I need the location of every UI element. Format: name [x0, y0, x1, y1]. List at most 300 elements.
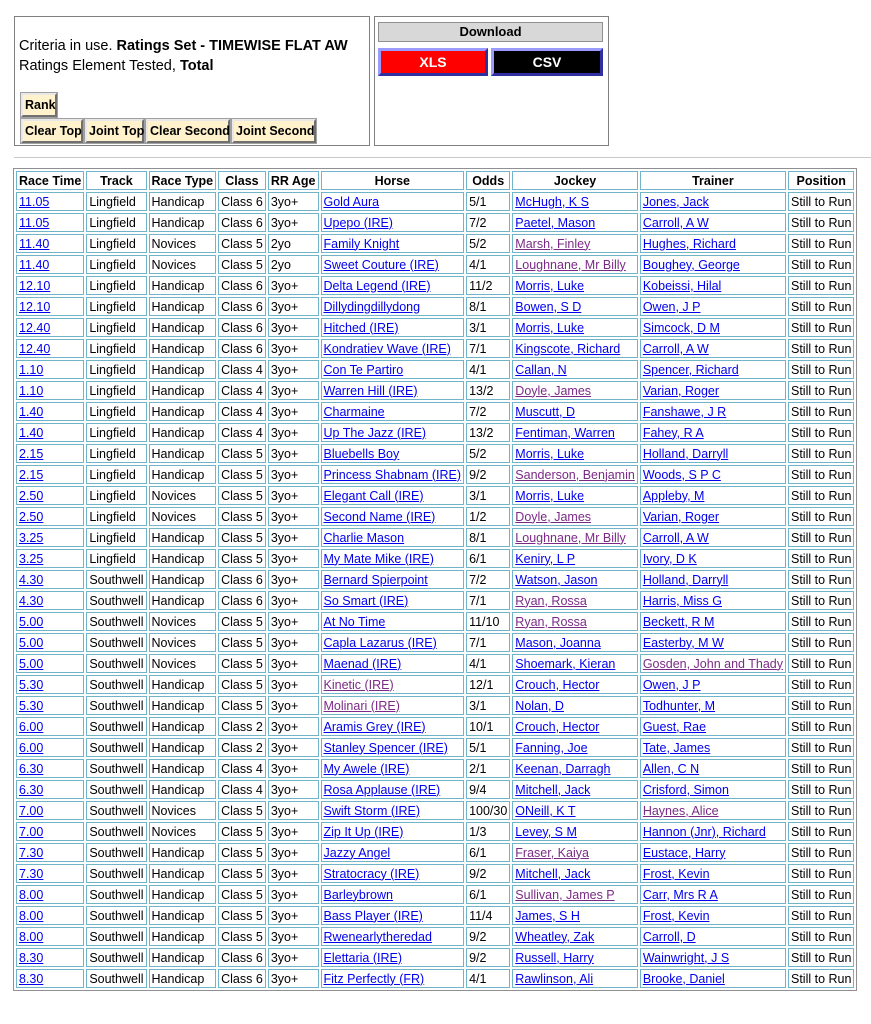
- race-time-link[interactable]: 8.00: [19, 929, 44, 944]
- trainer-cell: [640, 612, 786, 631]
- trainer-cell: [640, 402, 786, 421]
- header-position[interactable]: Position: [788, 171, 854, 190]
- ratings-set-value: Ratings Set - TIMEWISE FLAT AW: [116, 38, 348, 54]
- jockey-link[interactable]: Morris, Luke: [515, 446, 585, 461]
- jockey-link[interactable]: Mitchell, Jack: [515, 866, 591, 881]
- race-time-link[interactable]: 5.00: [19, 635, 44, 650]
- race-time-link[interactable]: 7.30: [19, 866, 44, 881]
- horse-link[interactable]: So Smart (IRE): [323, 593, 409, 608]
- horse-link[interactable]: Princess Shabnam (IRE): [323, 467, 462, 482]
- horse-link[interactable]: My Mate Mike (IRE): [323, 551, 434, 566]
- race-time-link[interactable]: 2.50: [19, 509, 44, 524]
- trainer-cell: [640, 444, 786, 463]
- jockey-link[interactable]: Keniry, L P: [515, 551, 576, 566]
- position-cell: Still to Run: [788, 969, 854, 988]
- jockey-link[interactable]: Mitchell, Jack: [515, 782, 591, 797]
- jockey-link[interactable]: Loughnane, Mr Billy: [515, 530, 626, 545]
- race-time-link[interactable]: 1.10: [19, 362, 44, 377]
- race-time-link[interactable]: 12.40: [19, 320, 51, 335]
- jockey-link[interactable]: Fentiman, Warren: [515, 425, 615, 440]
- joint-top-button[interactable]: Joint Top: [85, 119, 144, 143]
- track-cell: Lingfield: [86, 339, 146, 358]
- odds-cell: 9/4: [466, 780, 510, 799]
- horse-cell: [321, 885, 465, 904]
- rank-button[interactable]: Rank: [21, 93, 57, 117]
- race-time-cell: [16, 297, 84, 316]
- race-time-link[interactable]: 11.05: [19, 194, 50, 209]
- jockey-link[interactable]: Sanderson, Benjamin: [515, 467, 635, 482]
- trainer-link[interactable]: Owen, J P: [642, 299, 701, 314]
- trainer-cell: [640, 969, 786, 988]
- trainer-cell: [640, 276, 786, 295]
- jockey-link[interactable]: Wheatley, Zak: [515, 929, 595, 944]
- trainer-link[interactable]: Hannon (Jnr), Richard: [642, 824, 766, 839]
- jockey-link[interactable]: Doyle, James: [515, 509, 592, 524]
- horse-cell: [321, 339, 465, 358]
- trainer-link[interactable]: Guest, Rae: [642, 719, 707, 734]
- horse-link[interactable]: Con Te Partiro: [323, 362, 404, 377]
- horse-link[interactable]: Rwenearlytheredad: [323, 929, 432, 944]
- position-cell: Still to Run: [788, 801, 854, 820]
- position-cell: Still to Run: [788, 444, 854, 463]
- horse-cell: [321, 297, 465, 316]
- race-type-cell: Novices: [149, 612, 217, 631]
- rr-age-cell: 3yo+: [268, 444, 319, 463]
- horse-link[interactable]: Barleybrown: [323, 887, 393, 902]
- trainer-link[interactable]: Harris, Miss G: [642, 593, 722, 608]
- download-csv-button[interactable]: CSV: [491, 48, 603, 76]
- rr-age-cell: 3yo+: [268, 969, 319, 988]
- track-cell: Southwell: [86, 738, 146, 757]
- race-time-link[interactable]: 8.30: [19, 971, 44, 986]
- trainer-link[interactable]: Wainwright, J S: [642, 950, 730, 965]
- trainer-link[interactable]: Carroll, D: [642, 929, 696, 944]
- race-time-cell: [16, 549, 84, 568]
- horse-link[interactable]: Delta Legend (IRE): [323, 278, 431, 293]
- jockey-cell: [512, 843, 638, 862]
- rr-age-cell: 3yo+: [268, 633, 319, 652]
- jockey-link[interactable]: James, S H: [515, 908, 580, 923]
- horse-cell: [321, 276, 465, 295]
- race-time-link[interactable]: 1.10: [19, 383, 44, 398]
- jockey-link[interactable]: Nolan, D: [515, 698, 564, 713]
- jockey-link[interactable]: Shoemark, Kieran: [515, 656, 616, 671]
- jockey-cell: [512, 759, 638, 778]
- race-time-link[interactable]: 8.00: [19, 908, 44, 923]
- jockey-link[interactable]: Ryan, Rossa: [515, 614, 587, 629]
- trainer-link[interactable]: Kobeissi, Hilal: [642, 278, 722, 293]
- criteria-ratings-set: [19, 38, 348, 54]
- odds-cell: 7/2: [466, 213, 510, 232]
- table-row: [16, 318, 854, 337]
- race-type-cell: Handicap: [149, 381, 217, 400]
- header-horse[interactable]: Horse: [321, 171, 465, 190]
- jockey-cell: [512, 276, 638, 295]
- horse-link[interactable]: My Awele (IRE): [323, 761, 410, 776]
- position-cell: Still to Run: [788, 486, 854, 505]
- trainer-link[interactable]: Fanshawe, J R: [642, 404, 727, 419]
- trainer-cell: [640, 549, 786, 568]
- trainer-link[interactable]: Varian, Roger: [642, 509, 720, 524]
- horse-link[interactable]: Gold Aura: [323, 194, 380, 209]
- trainer-cell: [640, 297, 786, 316]
- horse-link[interactable]: Jazzy Angel: [323, 845, 391, 860]
- race-time-link[interactable]: 2.15: [19, 467, 44, 482]
- horse-link[interactable]: Kondratiev Wave (IRE): [323, 341, 451, 356]
- trainer-cell: [640, 801, 786, 820]
- horse-cell: [321, 444, 465, 463]
- table-row: [16, 276, 854, 295]
- track-cell: Lingfield: [86, 507, 146, 526]
- track-cell: Southwell: [86, 696, 146, 715]
- race-time-link[interactable]: 11.40: [19, 257, 50, 272]
- jockey-cell: [512, 570, 638, 589]
- jockey-link[interactable]: Bowen, S D: [515, 299, 582, 314]
- horse-link[interactable]: Fitz Perfectly (FR): [323, 971, 425, 986]
- odds-cell: 7/1: [466, 591, 510, 610]
- jockey-link[interactable]: Sullivan, James P: [515, 887, 615, 902]
- trainer-link[interactable]: Fahey, R A: [642, 425, 704, 440]
- race-time-link[interactable]: 6.30: [19, 782, 44, 797]
- jockey-cell: [512, 591, 638, 610]
- jockey-cell: [512, 213, 638, 232]
- jockey-link[interactable]: Loughnane, Mr Billy: [515, 257, 626, 272]
- trainer-link[interactable]: Allen, C N: [642, 761, 700, 776]
- race-time-link[interactable]: 7.00: [19, 803, 44, 818]
- horse-cell: [321, 570, 465, 589]
- horse-link[interactable]: Kinetic (IRE): [323, 677, 394, 692]
- jockey-link[interactable]: Russell, Harry: [515, 950, 594, 965]
- header-trainer[interactable]: Trainer: [640, 171, 786, 190]
- race-time-link[interactable]: 12.10: [19, 278, 51, 293]
- jockey-link[interactable]: Rawlinson, Ali: [515, 971, 594, 986]
- race-type-cell: Handicap: [149, 549, 217, 568]
- horse-link[interactable]: Dillydingdillydong: [323, 299, 421, 314]
- race-type-cell: Handicap: [149, 339, 217, 358]
- race-type-cell: Handicap: [149, 759, 217, 778]
- trainer-link[interactable]: Carroll, A W: [642, 215, 709, 230]
- race-type-cell: Handicap: [149, 402, 217, 421]
- jockey-cell: [512, 339, 638, 358]
- jockey-link[interactable]: Crouch, Hector: [515, 677, 600, 692]
- jockey-link[interactable]: Fraser, Kaiya: [515, 845, 589, 860]
- odds-cell: 8/1: [466, 528, 510, 547]
- trainer-link[interactable]: Varian, Roger: [642, 383, 720, 398]
- trainer-cell: [640, 738, 786, 757]
- horse-link[interactable]: Stanley Spencer (IRE): [323, 740, 448, 755]
- trainer-link[interactable]: Hughes, Richard: [642, 236, 736, 251]
- trainer-link[interactable]: Simcock, D M: [642, 320, 720, 335]
- race-time-link[interactable]: 7.30: [19, 845, 44, 860]
- trainer-link[interactable]: Holland, Darryll: [642, 446, 729, 461]
- trainer-link[interactable]: Holland, Darryll: [642, 572, 729, 587]
- race-time-link[interactable]: 11.05: [19, 215, 50, 230]
- jockey-link[interactable]: Kingscote, Richard: [515, 341, 621, 356]
- trainer-link[interactable]: Carroll, A W: [642, 341, 709, 356]
- jockey-link[interactable]: McHugh, K S: [515, 194, 589, 209]
- race-time-link[interactable]: 7.00: [19, 824, 44, 839]
- race-time-link[interactable]: 5.30: [19, 698, 44, 713]
- trainer-link[interactable]: Crisford, Simon: [642, 782, 729, 797]
- position-cell: Still to Run: [788, 402, 854, 421]
- position-cell: Still to Run: [788, 318, 854, 337]
- class-cell: Class 6: [218, 969, 266, 988]
- horse-link[interactable]: Up The Jazz (IRE): [323, 425, 427, 440]
- race-time-cell: [16, 507, 84, 526]
- race-time-link[interactable]: 3.25: [19, 551, 44, 566]
- odds-cell: 1/3: [466, 822, 510, 841]
- trainer-link[interactable]: Eustace, Harry: [642, 845, 726, 860]
- header-race-type[interactable]: Race Type: [149, 171, 217, 190]
- horse-link[interactable]: Elettaria (IRE): [323, 950, 402, 965]
- trainer-link[interactable]: Haynes, Alice: [642, 803, 719, 818]
- horse-link[interactable]: Stratocracy (IRE): [323, 866, 420, 881]
- position-cell: Still to Run: [788, 654, 854, 673]
- jockey-link[interactable]: Levey, S M: [515, 824, 577, 839]
- rr-age-cell: 3yo+: [268, 927, 319, 946]
- horse-link[interactable]: Zip It Up (IRE): [323, 824, 404, 839]
- trainer-link[interactable]: Beckett, R M: [642, 614, 715, 629]
- horse-link[interactable]: Maenad (IRE): [323, 656, 402, 671]
- race-time-link[interactable]: 12.10: [19, 299, 51, 314]
- trainer-link[interactable]: Owen, J P: [642, 677, 701, 692]
- jockey-link[interactable]: ONeill, K T: [515, 803, 576, 818]
- horse-cell: [321, 654, 465, 673]
- trainer-link[interactable]: Tate, James: [642, 740, 711, 755]
- horse-link[interactable]: Upepo (IRE): [323, 215, 393, 230]
- horse-cell: [321, 465, 465, 484]
- jockey-link[interactable]: Morris, Luke: [515, 278, 585, 293]
- race-type-cell: Handicap: [149, 906, 217, 925]
- odds-cell: 13/2: [466, 381, 510, 400]
- class-cell: Class 5: [218, 465, 266, 484]
- horse-cell: [321, 486, 465, 505]
- header-track[interactable]: Track: [86, 171, 146, 190]
- horse-link[interactable]: Family Knight: [323, 236, 400, 251]
- trainer-link[interactable]: Jones, Jack: [642, 194, 709, 209]
- horse-link[interactable]: Rosa Applause (IRE): [323, 782, 441, 797]
- race-time-link[interactable]: 6.00: [19, 740, 44, 755]
- jockey-link[interactable]: Callan, N: [515, 362, 567, 377]
- horse-link[interactable]: Aramis Grey (IRE): [323, 719, 426, 734]
- trainer-link[interactable]: Carroll, A W: [642, 530, 709, 545]
- class-cell: Class 5: [218, 234, 266, 253]
- race-time-link[interactable]: 4.30: [19, 593, 44, 608]
- trainer-link[interactable]: Ivory, D K: [642, 551, 697, 566]
- clear-second-button[interactable]: Clear Second: [146, 119, 230, 143]
- odds-cell: 4/1: [466, 255, 510, 274]
- trainer-link[interactable]: Gosden, John and Thady: [642, 656, 783, 671]
- race-time-link[interactable]: 8.00: [19, 887, 44, 902]
- horse-link[interactable]: Swift Storm (IRE): [323, 803, 421, 818]
- odds-cell: 5/2: [466, 234, 510, 253]
- joint-second-button[interactable]: Joint Second: [232, 119, 316, 143]
- trainer-cell: [640, 675, 786, 694]
- position-cell: Still to Run: [788, 822, 854, 841]
- horse-link[interactable]: Elegant Call (IRE): [323, 488, 424, 503]
- trainer-link[interactable]: Carr, Mrs R A: [642, 887, 718, 902]
- horse-link[interactable]: Second Name (IRE): [323, 509, 436, 524]
- trainer-link[interactable]: Spencer, Richard: [642, 362, 739, 377]
- horse-link[interactable]: Sweet Couture (IRE): [323, 257, 439, 272]
- race-time-cell: [16, 675, 84, 694]
- download-title: Download: [378, 22, 603, 42]
- class-cell: Class 6: [218, 318, 266, 337]
- race-type-cell: Handicap: [149, 780, 217, 799]
- class-cell: Class 6: [218, 192, 266, 211]
- rr-age-cell: 3yo+: [268, 318, 319, 337]
- horse-link[interactable]: Bass Player (IRE): [323, 908, 423, 923]
- position-cell: Still to Run: [788, 612, 854, 631]
- trainer-link[interactable]: Boughey, George: [642, 257, 740, 272]
- track-cell: Southwell: [86, 843, 146, 862]
- jockey-link[interactable]: Morris, Luke: [515, 320, 585, 335]
- race-time-link[interactable]: 5.30: [19, 677, 44, 692]
- race-time-link[interactable]: 8.30: [19, 950, 44, 965]
- race-time-link[interactable]: 11.40: [19, 236, 50, 251]
- horse-cell: [321, 213, 465, 232]
- download-xls-button[interactable]: XLS: [378, 48, 488, 76]
- race-type-cell: Novices: [149, 507, 217, 526]
- horse-link[interactable]: Bluebells Boy: [323, 446, 400, 461]
- position-cell: Still to Run: [788, 759, 854, 778]
- track-cell: Lingfield: [86, 276, 146, 295]
- header-jockey[interactable]: Jockey: [512, 171, 638, 190]
- race-time-link[interactable]: 2.15: [19, 446, 44, 461]
- rr-age-cell: 3yo+: [268, 759, 319, 778]
- table-row: [16, 969, 854, 988]
- race-time-cell: [16, 612, 84, 631]
- class-cell: Class 2: [218, 717, 266, 736]
- race-type-cell: Handicap: [149, 948, 217, 967]
- race-type-cell: Novices: [149, 234, 217, 253]
- race-type-cell: Handicap: [149, 738, 217, 757]
- trainer-link[interactable]: Todhunter, M: [642, 698, 716, 713]
- trainer-link[interactable]: Easterby, M W: [642, 635, 724, 650]
- jockey-cell: [512, 318, 638, 337]
- trainer-link[interactable]: Appleby, M: [642, 488, 705, 503]
- odds-cell: 8/1: [466, 297, 510, 316]
- jockey-cell: [512, 192, 638, 211]
- track-cell: Southwell: [86, 591, 146, 610]
- class-cell: Class 4: [218, 780, 266, 799]
- race-time-link[interactable]: 4.30: [19, 572, 44, 587]
- position-cell: Still to Run: [788, 549, 854, 568]
- race-time-link[interactable]: 1.40: [19, 404, 44, 419]
- header-class[interactable]: Class: [218, 171, 266, 190]
- trainer-cell: [640, 570, 786, 589]
- jockey-cell: [512, 297, 638, 316]
- header-race-time[interactable]: Race Time: [16, 171, 84, 190]
- odds-cell: 7/1: [466, 339, 510, 358]
- jockey-link[interactable]: Paetel, Mason: [515, 215, 596, 230]
- header-rr-age[interactable]: RR Age: [268, 171, 319, 190]
- horse-link[interactable]: Warren Hill (IRE): [323, 383, 418, 398]
- horse-link[interactable]: Molinari (IRE): [323, 698, 400, 713]
- race-time-link[interactable]: 5.00: [19, 614, 44, 629]
- class-cell: Class 5: [218, 906, 266, 925]
- rr-age-cell: 2yo: [268, 255, 319, 274]
- race-time-link[interactable]: 5.00: [19, 656, 44, 671]
- trainer-link[interactable]: Brooke, Daniel: [642, 971, 725, 986]
- trainer-cell: [640, 696, 786, 715]
- header-odds[interactable]: Odds: [466, 171, 510, 190]
- trainer-cell: [640, 192, 786, 211]
- horse-link[interactable]: At No Time: [323, 614, 386, 629]
- rr-age-cell: 3yo+: [268, 465, 319, 484]
- trainer-cell: [640, 843, 786, 862]
- rr-age-cell: 3yo+: [268, 192, 319, 211]
- race-time-cell: [16, 948, 84, 967]
- horse-link[interactable]: Bernard Spierpoint: [323, 572, 428, 587]
- race-type-cell: Handicap: [149, 591, 217, 610]
- class-cell: Class 4: [218, 759, 266, 778]
- jockey-link[interactable]: Fanning, Joe: [515, 740, 588, 755]
- horse-cell: [321, 843, 465, 862]
- track-cell: Southwell: [86, 864, 146, 883]
- race-time-link[interactable]: 1.40: [19, 425, 44, 440]
- table-row: [16, 486, 854, 505]
- jockey-link[interactable]: Mason, Joanna: [515, 635, 601, 650]
- jockey-link[interactable]: Marsh, Finley: [515, 236, 591, 251]
- track-cell: Lingfield: [86, 234, 146, 253]
- race-type-cell: Handicap: [149, 360, 217, 379]
- trainer-link[interactable]: Woods, S P C: [642, 467, 721, 482]
- race-time-link[interactable]: 6.00: [19, 719, 44, 734]
- trainer-link[interactable]: Frost, Kevin: [642, 866, 710, 881]
- clear-top-button[interactable]: Clear Top: [21, 119, 83, 143]
- horse-link[interactable]: Capla Lazarus (IRE): [323, 635, 437, 650]
- table-row: [16, 339, 854, 358]
- race-time-cell: [16, 213, 84, 232]
- jockey-link[interactable]: Doyle, James: [515, 383, 592, 398]
- race-time-cell: [16, 969, 84, 988]
- race-type-cell: Handicap: [149, 276, 217, 295]
- horse-cell: [321, 633, 465, 652]
- horse-link[interactable]: Charmaine: [323, 404, 385, 419]
- race-time-link[interactable]: 2.50: [19, 488, 44, 503]
- race-time-link[interactable]: 3.25: [19, 530, 44, 545]
- track-cell: Lingfield: [86, 192, 146, 211]
- jockey-link[interactable]: Muscutt, D: [515, 404, 576, 419]
- track-cell: Lingfield: [86, 423, 146, 442]
- class-cell: Class 4: [218, 423, 266, 442]
- odds-cell: 7/2: [466, 570, 510, 589]
- race-type-cell: Handicap: [149, 885, 217, 904]
- odds-cell: 5/1: [466, 192, 510, 211]
- trainer-cell: [640, 381, 786, 400]
- race-type-cell: Handicap: [149, 717, 217, 736]
- race-time-cell: [16, 360, 84, 379]
- class-cell: Class 2: [218, 738, 266, 757]
- horse-link[interactable]: Hitched (IRE): [323, 320, 399, 335]
- race-time-link[interactable]: 6.30: [19, 761, 44, 776]
- jockey-link[interactable]: Morris, Luke: [515, 488, 585, 503]
- race-type-cell: Handicap: [149, 570, 217, 589]
- odds-cell: 9/2: [466, 465, 510, 484]
- jockey-link[interactable]: Crouch, Hector: [515, 719, 600, 734]
- table-row: [16, 297, 854, 316]
- jockey-link[interactable]: Watson, Jason: [515, 572, 598, 587]
- track-cell: Lingfield: [86, 528, 146, 547]
- race-type-cell: Handicap: [149, 675, 217, 694]
- trainer-link[interactable]: Frost, Kevin: [642, 908, 710, 923]
- jockey-link[interactable]: Keenan, Darragh: [515, 761, 611, 776]
- horse-link[interactable]: Charlie Mason: [323, 530, 405, 545]
- track-cell: Lingfield: [86, 318, 146, 337]
- race-time-link[interactable]: 12.40: [19, 341, 51, 356]
- jockey-link[interactable]: Ryan, Rossa: [515, 593, 587, 608]
